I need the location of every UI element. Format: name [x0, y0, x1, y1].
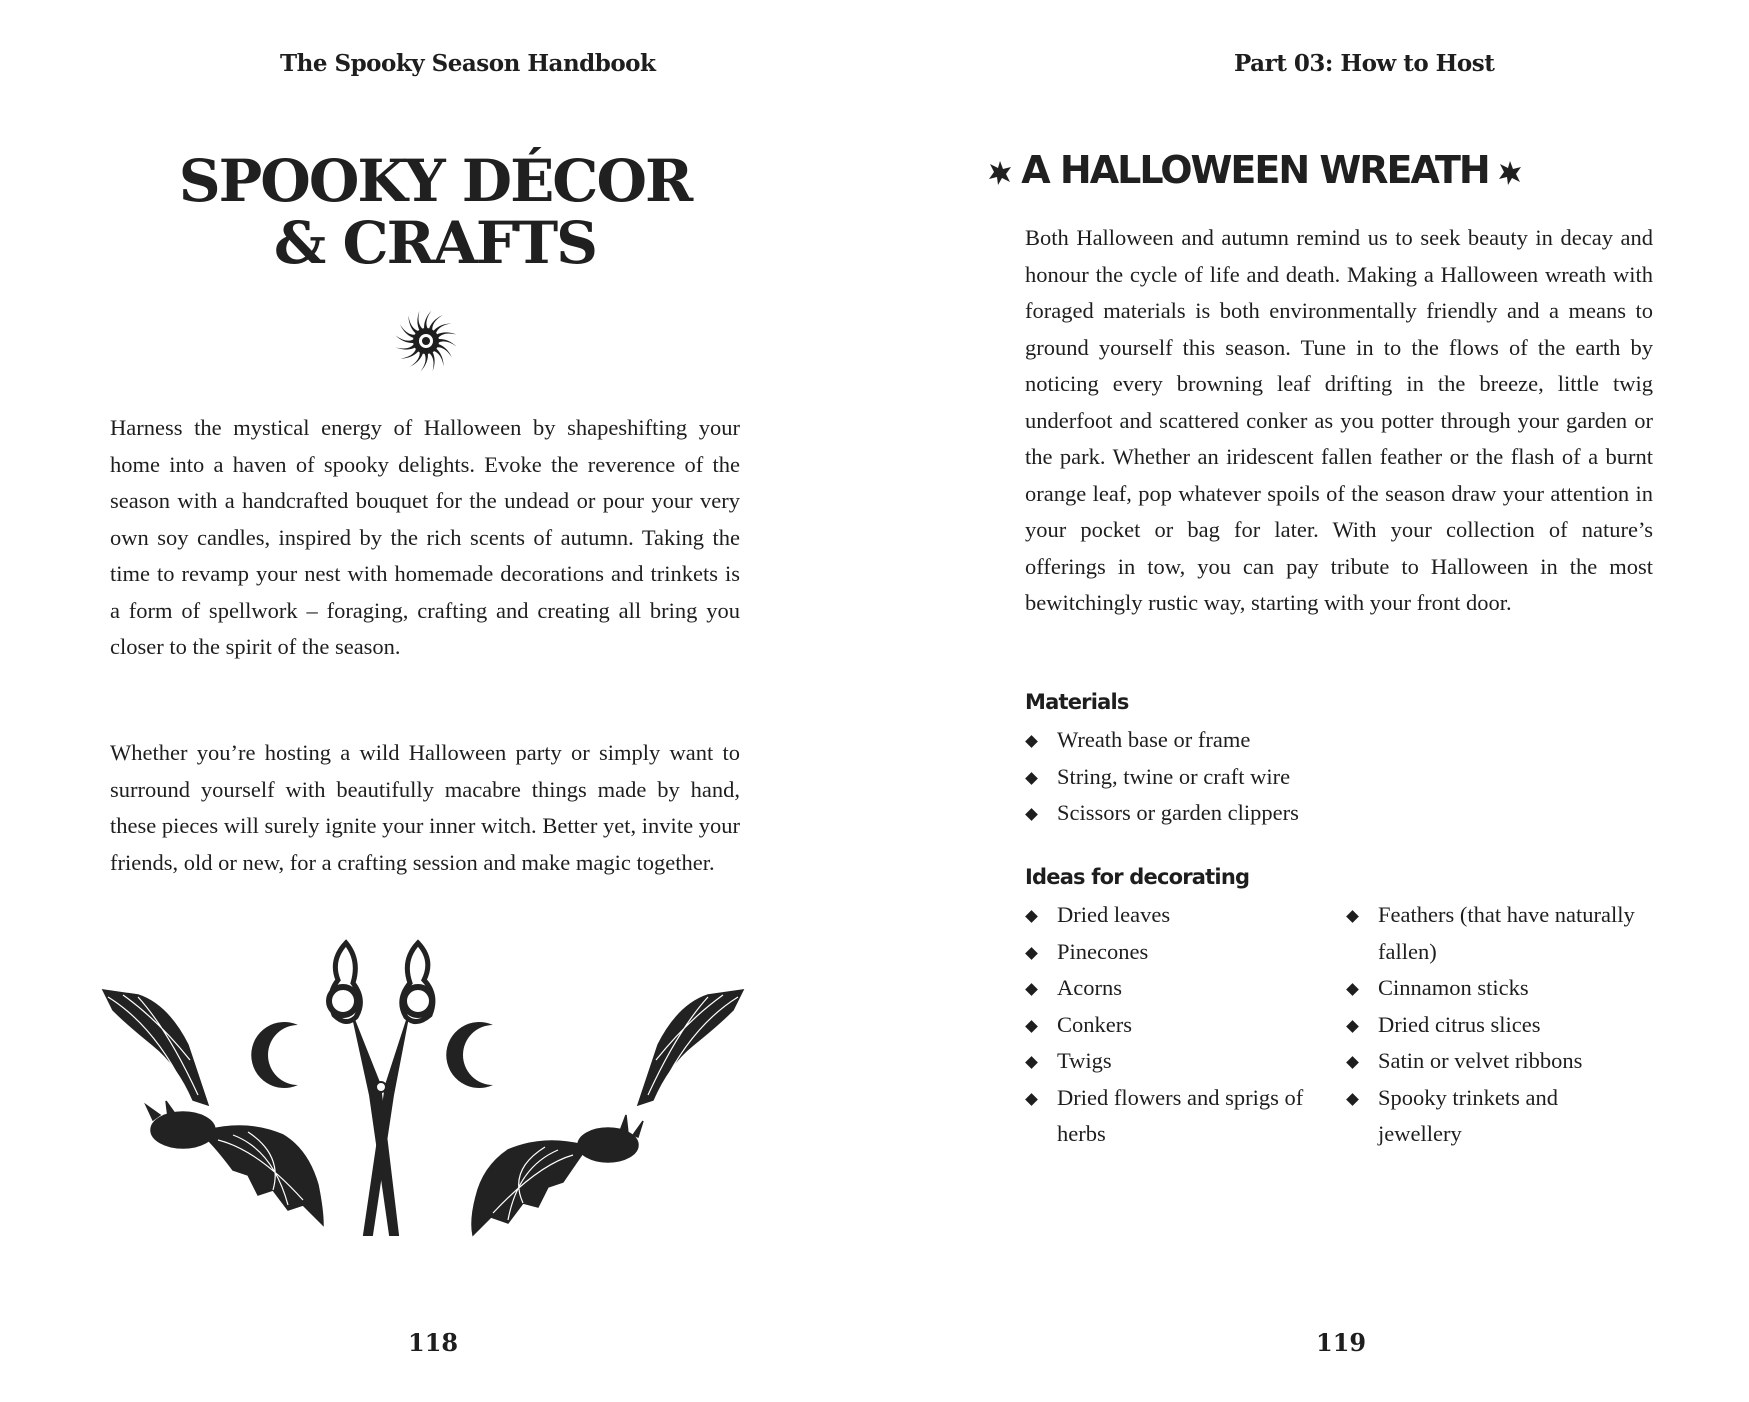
list-item: Pinecones	[1025, 934, 1315, 971]
list-item: Spooky trinkets and jewellery	[1346, 1080, 1646, 1153]
wreath-paragraph: Both Halloween and autumn remind us to seek beauty in decay and honour the cycle of life and death. Making a Halloween wreath with foraged materials is both environmentally friendly and a means to ground yourself this season. Tune in to the flows of the earth by noticing every browning leaf drifting in the breeze, little twig underfoot and scattered conker as you potter through your garden or the park. Whether an iridescent fallen feather or the flash of a burnt orange leaf, pop whatever spoils of the season draw your attention in your pocket or bag for later. With your collection of nature’s offerings in tow, you can pay tribute to Halloween in the most bewitchingly rustic way, starting with your front door.	[1025, 225, 1653, 615]
page-number: 118	[408, 1328, 459, 1357]
sun-ray	[433, 348, 444, 366]
chapter-title	[110, 147, 760, 277]
diamond-bullet-icon	[1025, 1093, 1038, 1106]
list-item: Dried flowers and sprigs of herbs	[1025, 1080, 1315, 1153]
right-page	[875, 0, 1749, 1402]
list-item: Cinnamon sticks	[1346, 970, 1646, 1007]
list-item: Wreath base or frame	[1025, 722, 1425, 759]
sun-ray	[436, 344, 452, 358]
sun-ray	[417, 311, 423, 331]
scissors-icon	[329, 943, 433, 1235]
page-number: 119	[1316, 1328, 1367, 1357]
diamond-bullet-icon	[1025, 910, 1038, 923]
list-item: Feathers (that have naturally fallen)	[1346, 897, 1646, 970]
diamond-bullet-icon	[1025, 1020, 1038, 1033]
list-item: Conkers	[1025, 1007, 1315, 1044]
list-item: String, twine or craft wire	[1025, 759, 1425, 796]
star-icon	[987, 160, 1013, 186]
sun-icon	[393, 308, 459, 374]
diamond-bullet-icon	[1025, 735, 1038, 748]
intro-paragraph: Harness the mystical energy of Halloween by shapeshifting your home into a haven of spooky delights. Evoke the reverence of the season with a handcrafted bouquet for the undead or pour your very own soy candles, inspired by the rich scents of autumn. Taking the time to revamp your nest with homemade decorations and trinkets is a form of spellwork – foraging, crafting and creating all bring you closer to the spirit of the season.	[110, 415, 740, 659]
sun-ray	[409, 351, 423, 367]
running-head: Part 03: How to Host	[1234, 50, 1495, 77]
bat-icon	[472, 990, 743, 1235]
diamond-bullet-icon	[1346, 983, 1359, 996]
diamond-bullet-icon	[1025, 983, 1038, 996]
diamond-bullet-icon	[1346, 1056, 1359, 1069]
list-item: Acorns	[1025, 970, 1315, 1007]
sun-ray	[436, 332, 456, 338]
sun-ray	[429, 315, 443, 331]
sun-ray	[408, 316, 419, 334]
left-page	[0, 0, 874, 1402]
diamond-bullet-icon	[1025, 772, 1038, 785]
crescent-moon-icon	[251, 1022, 298, 1088]
sun-ray	[401, 348, 419, 359]
ideas-list-column-2	[1346, 897, 1646, 1153]
bats-moons-scissors-illustration	[98, 935, 748, 1275]
diamond-bullet-icon	[1346, 1020, 1359, 1033]
section-title-text: A HALLOWEEN WREATH	[1021, 148, 1489, 192]
ideas-heading: Ideas for decorating	[1025, 865, 1250, 889]
materials-list	[1025, 722, 1425, 832]
chapter-title-line-1: SPOOKY DÉCOR	[178, 147, 692, 215]
list-item: Twigs	[1025, 1043, 1315, 1080]
intro-paragraph: Whether you’re hosting a wild Halloween party or simply want to surround yourself with beautifully macabre things made by hand, these pieces will surely ignite your inner witch. Better yet, invite your friends, old or new, for a crafting session and make magic together.	[110, 740, 740, 875]
sun-ray	[396, 344, 416, 350]
sun-ray	[433, 323, 451, 334]
sun-ray	[429, 351, 435, 371]
running-head: The Spooky Season Handbook	[280, 50, 656, 77]
sun-ray	[400, 324, 416, 338]
crescent-moon-icon	[446, 1022, 493, 1088]
diamond-bullet-icon	[1346, 1093, 1359, 1106]
section-title	[975, 148, 1535, 192]
list-item: Dried leaves	[1025, 897, 1315, 934]
list-item: Scissors or garden clippers	[1025, 795, 1425, 832]
diamond-bullet-icon	[1025, 1056, 1038, 1069]
chapter-title-line-2: & CRAFTS	[273, 209, 597, 277]
diamond-bullet-icon	[1346, 910, 1359, 923]
star-icon	[1497, 160, 1523, 186]
ideas-list-column-1	[1025, 897, 1315, 1153]
materials-heading: Materials	[1025, 690, 1129, 714]
diamond-bullet-icon	[1025, 947, 1038, 960]
list-item: Dried citrus slices	[1346, 1007, 1646, 1044]
list-item: Satin or velvet ribbons	[1346, 1043, 1646, 1080]
diamond-bullet-icon	[1025, 808, 1038, 821]
